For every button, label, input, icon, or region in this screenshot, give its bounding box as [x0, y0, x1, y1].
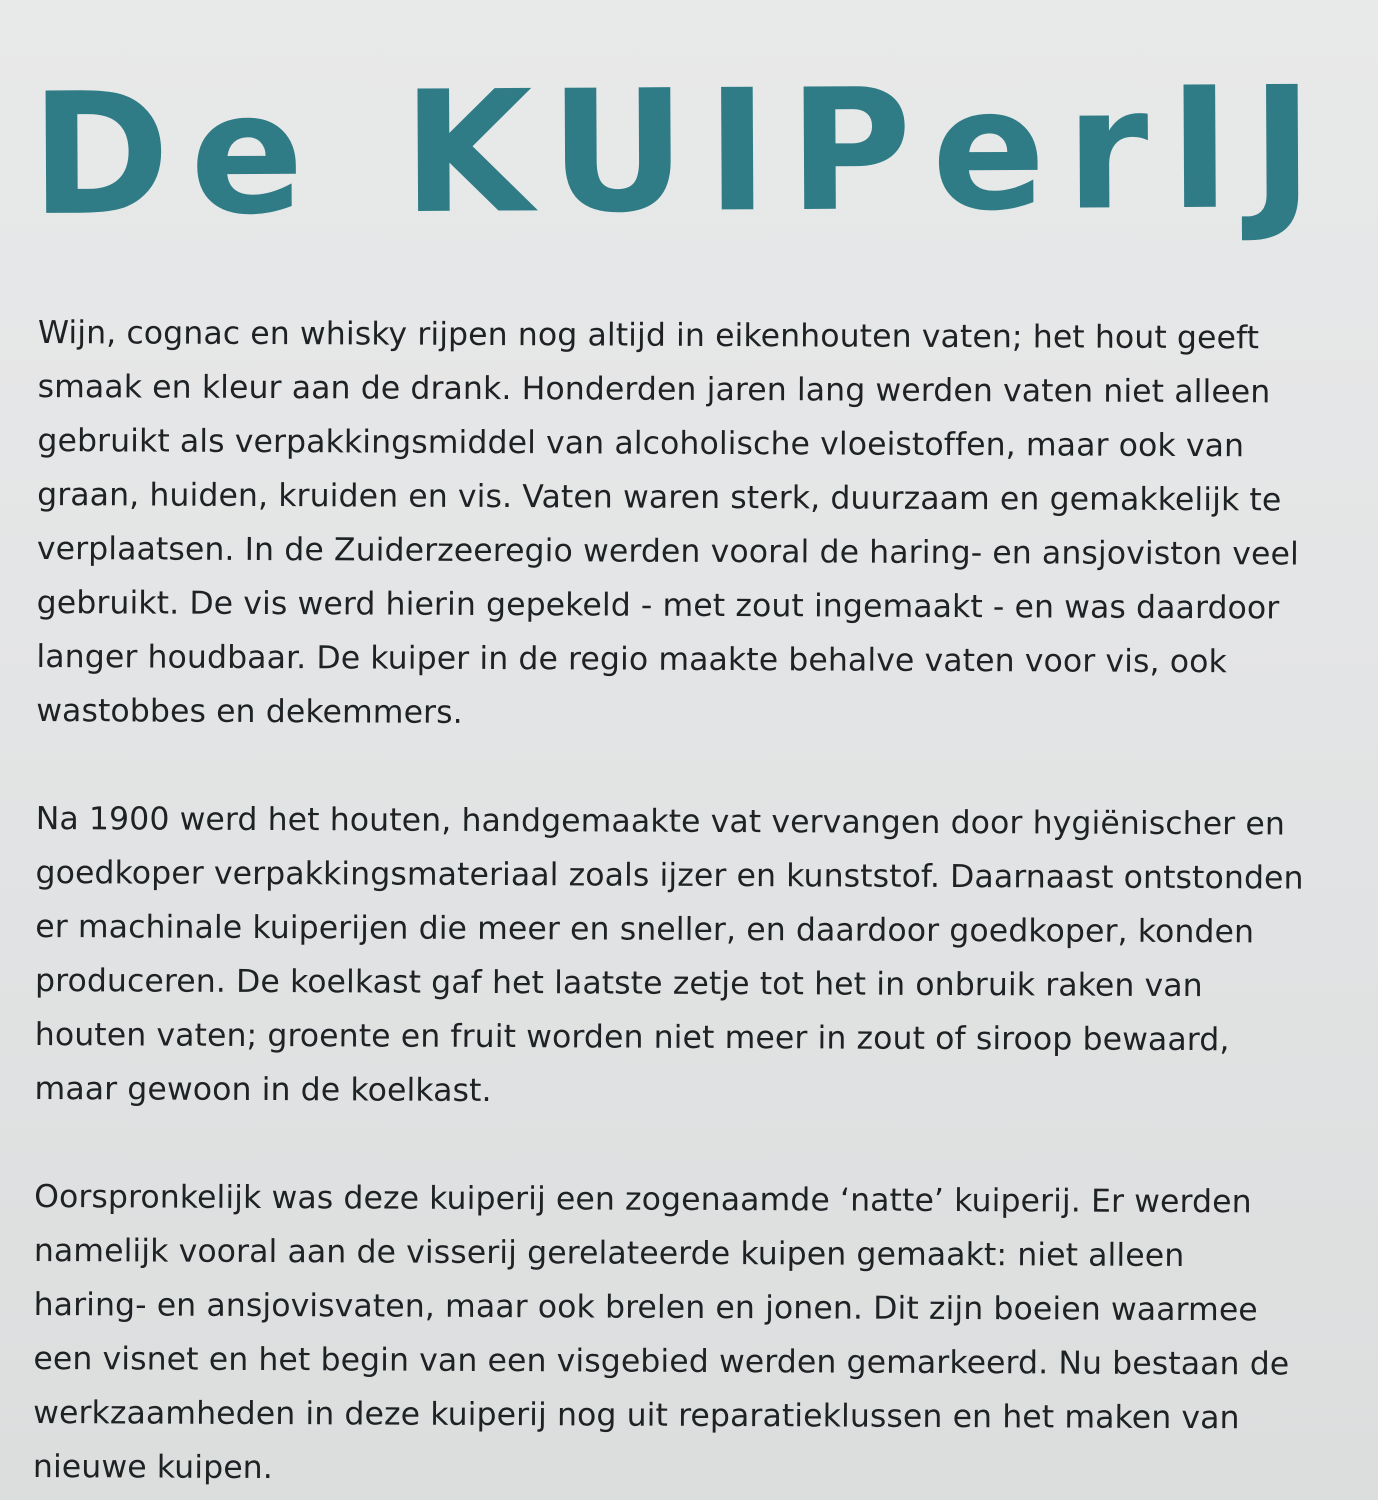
paragraph-1: [36, 306, 1338, 744]
text-line: verplaatsen. In de Zuiderzeeregio werden vooral de haring- en ansjoviston veel: [36, 530, 1299, 573]
text-line: nieuwe kuipen.: [32, 1448, 273, 1487]
text-line: haring- en ansjovisvaten, maar ook brelen en jonen. Dit zijn boeien waarmee: [33, 1286, 1258, 1329]
text-line: Wijn, cognac en whisky rijpen nog altijd in eikenhouten vaten; het hout geeft: [37, 314, 1260, 357]
paragraph-3: [33, 1170, 1334, 1500]
text-line: graan, huiden, kruiden en vis. Vaten waren sterk, duurzaam en gemakkelijk te: [37, 476, 1282, 519]
paragraph-2: [34, 792, 1335, 1122]
text-line: maar gewoon in de koelkast.: [34, 1070, 492, 1109]
text-line: produceren. De koelkast gaf het laatste zetje tot het in onbruik raken van: [34, 962, 1203, 1005]
text-line: namelijk vooral aan de visserij gerelateerde kuipen gemaakt: niet alleen: [33, 1232, 1185, 1275]
paragraph-spacer: [36, 738, 1336, 798]
sign-body: [33, 306, 1338, 1500]
text-line: langer houdbaar. De kuiper in de regio maakte behalve vaten voor vis, ook: [36, 638, 1227, 681]
text-line: Oorspronkelijk was deze kuiperij een zogenaamde ‘natte’ kuiperij. Er werden: [34, 1178, 1252, 1221]
text-line: goedkoper verpakkingsmateriaal zoals ijzer en kunststof. Daarnaast ontstonden: [35, 854, 1304, 897]
text-line: gebruikt. De vis werd hierin gepekeld - met zout ingemaakt - en was daardoor: [36, 584, 1280, 627]
text-line: werkzaamheden in deze kuiperij nog uit reparatieklussen en het maken van: [33, 1394, 1240, 1437]
text-line: smaak en kleur aan de drank. Honderden jaren lang werden vaten niet alleen: [37, 368, 1271, 411]
text-line: er machinale kuiperijen die meer en sneller, en daardoor goedkoper, konden: [35, 908, 1255, 951]
text-line: gebruikt als verpakkingsmiddel van alcoholische vloeistoffen, maar ook van: [37, 422, 1245, 465]
text-line: houten vaten; groente en fruit worden niet meer in zout of siroop bewaard,: [34, 1016, 1230, 1059]
paragraph-spacer: [34, 1116, 1334, 1176]
text-line: Na 1900 werd het houten, handgemaakte vat vervangen door hygiënischer en: [35, 800, 1286, 843]
text-line: een visnet en het begin van een visgebied werden gemarkeerd. Nu bestaan de: [33, 1340, 1290, 1383]
text-line: wastobbes en dekemmers.: [36, 692, 463, 731]
sign-title: De KUIPerIJ: [29, 50, 1334, 253]
